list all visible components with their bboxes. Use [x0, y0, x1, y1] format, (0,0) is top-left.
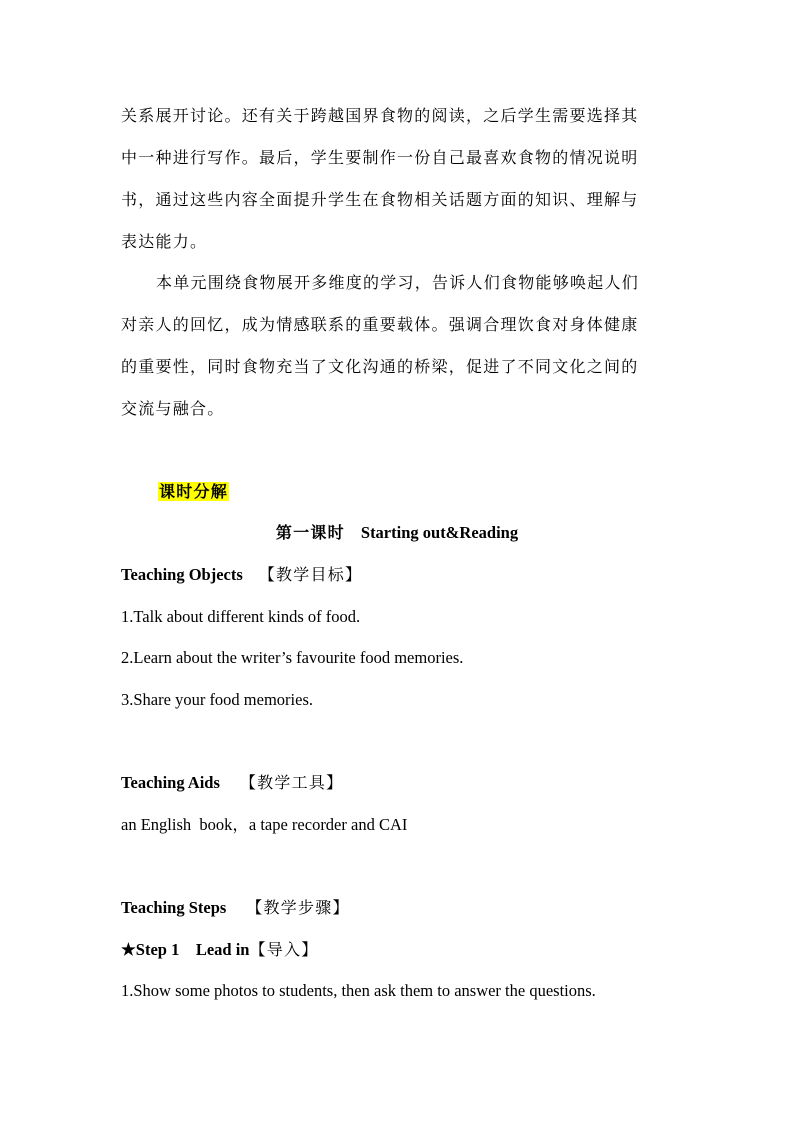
lesson-title	[0, 522, 794, 544]
paragraph1-line-3: 书，通过这些内容全面提升学生在食物相关话题方面的知识、理解与	[121, 190, 639, 209]
paragraph2-line-4: 交流与融合。	[121, 399, 225, 418]
teaching-objects-label-cn: 【教学目标】	[258, 565, 363, 584]
teaching-aids-label-en: Teaching Aids	[121, 773, 220, 792]
teaching-objects-item-1: 1.Talk about different kinds of food.	[121, 607, 361, 626]
step1-label-en: ★Step 1 Lead in	[121, 940, 250, 959]
section-heading	[158, 481, 718, 503]
paragraph2-line-2: 对亲人的回忆，成为情感联系的重要载体。强调合理饮食对身体健康	[121, 315, 639, 334]
paragraph1-line-1: 关系展开讨论。还有关于跨越国界食物的阅读，之后学生需要选择其	[121, 106, 639, 125]
teaching-aids-text: an English book，a tape recorder and CAI	[121, 815, 408, 834]
teaching-steps-heading	[121, 897, 681, 919]
teaching-steps-label-en: Teaching Steps	[121, 898, 227, 917]
section-heading-text: 课时分解	[159, 482, 229, 501]
paragraph2-line-3: 的重要性，同时食物充当了文化沟通的桥梁，促进了不同文化之间的	[121, 357, 639, 376]
paragraph1-line-2: 中一种进行写作。最后，学生要制作一份自己最喜欢食物的情况说明	[121, 148, 639, 167]
paragraph1-line-4: 表达能力。	[121, 232, 208, 251]
lesson-title-en: Starting out&Reading	[360, 523, 519, 542]
lesson-title-cn: 第一课时	[275, 523, 345, 542]
teaching-objects-heading	[121, 564, 681, 586]
teaching-aids-heading	[121, 772, 681, 794]
teaching-objects-item-2: 2.Learn about the writer’s favourite food memories.	[121, 648, 464, 667]
teaching-objects-label-en: Teaching Objects	[121, 565, 243, 584]
teaching-steps-label-cn: 【教学步骤】	[246, 898, 350, 917]
teaching-aids-label-cn: 【教学工具】	[239, 773, 344, 792]
teaching-objects-item-3: 3.Share your food memories.	[121, 690, 313, 709]
step1-label-cn: 【导入】	[249, 940, 319, 959]
step1-item-1: 1.Show some photos to students, then ask them to answer the questions.	[121, 981, 596, 1000]
paragraph2-line-1: 本单元围绕食物展开多维度的学习，告诉人们食物能够唤起人们	[156, 273, 640, 292]
step1-heading	[121, 939, 681, 961]
